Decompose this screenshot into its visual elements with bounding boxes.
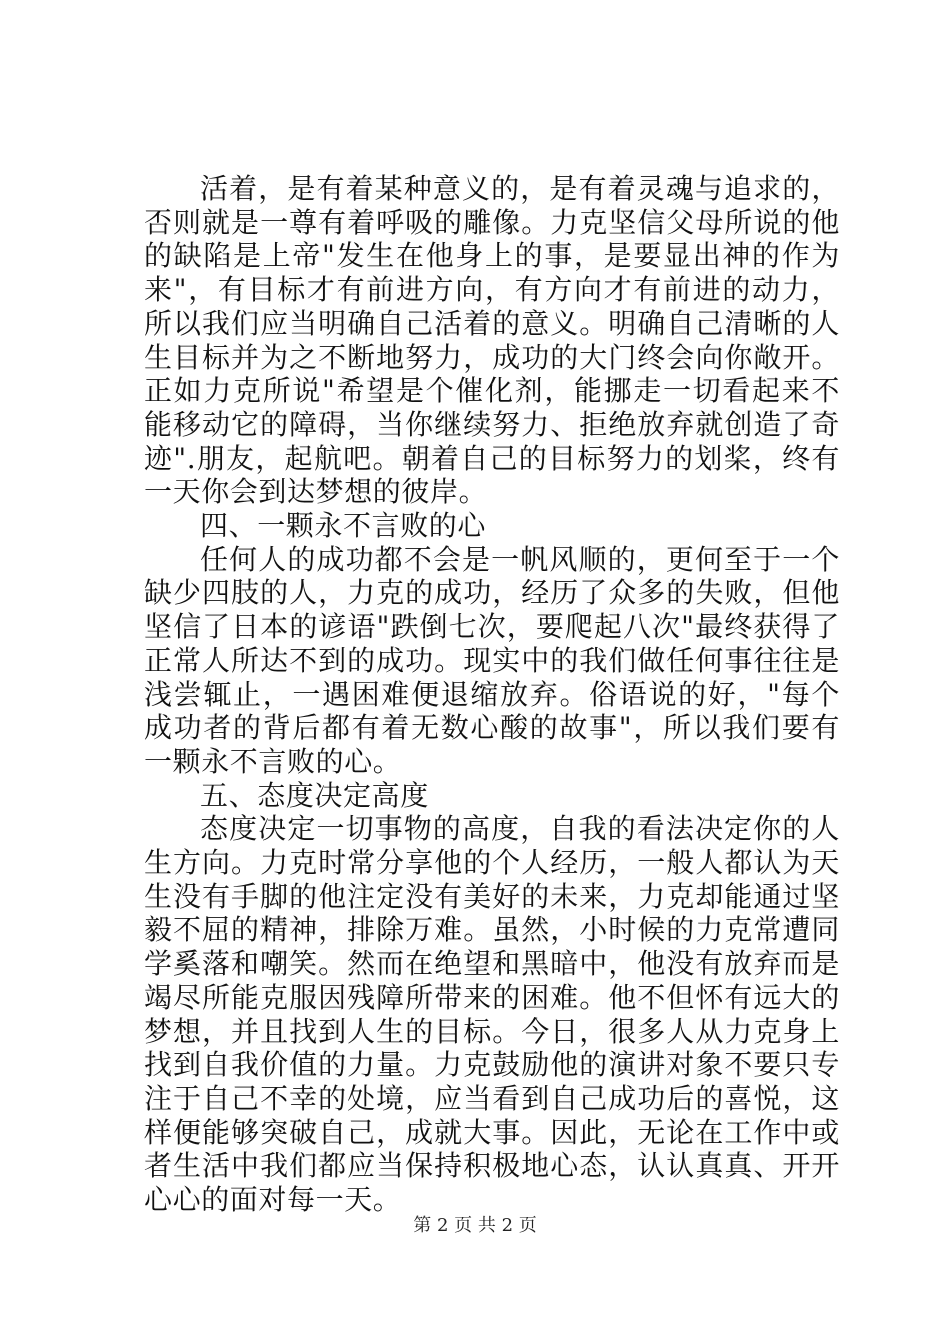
page-footer <box>0 1215 950 1237</box>
page-number-label: 第 2 页 共 2 页 <box>413 1215 537 1236</box>
section-heading-4: 四、一颗永不言败的心 <box>200 509 487 543</box>
paragraph-1: 活着，是有着某种意义的，是有着灵魂与追求的，否则就是一尊有着呼吸的雕像。力克坚信父母所说的他的缺陷是上帝"发生在他身上的事，是要显出神的作为来"，有目标才有前进方向，有方向才有前进的动力，所以我们应当明确自己活着的意义。明确自己清晰的人生目标并为之不断地努力，成功的大门终会向你敞开。正如力克所说"希望是个催化剂，能挪走一切看起来不能移动它的障碍，当你继续努力、拒绝放弃就创造了奇迹".朋友，起航吧。朝着自己的目标努力的划桨，终有一天你会到达梦想的彼岸。 <box>144 172 840 509</box>
section-heading-5: 五、态度决定高度 <box>200 778 429 812</box>
paragraph-3: 态度决定一切事物的高度，自我的看法决定你的人生方向。力克时常分享他的个人经历，一般人都认为天生没有手脚的他注定没有美好的未来，力克却能通过坚毅不屈的精神，排除万难。虽然，小时候的力克常遭同学奚落和嘲笑。然而在绝望和黑暗中，他没有放弃而是竭尽所能克服因残障所带来的困难。他不但怀有远大的梦想，并且找到人生的目标。今日，很多人从力克身上找到自我价值的力量。力克鼓励他的演讲对象不要只专注于自己不幸的处境，应当看到自己成功后的喜悦，这样便能够突破自己，成就大事。因此，无论在工作中或者生活中我们都应当保持积极地心态，认认真真、开开心心的面对每一天。 <box>144 812 840 1217</box>
paragraph-2: 任何人的成功都不会是一帆风顺的，更何至于一个缺少四肢的人，力克的成功，经历了众多的失败，但他坚信了日本的谚语"跌倒七次，要爬起八次"最终获得了正常人所达不到的成功。现实中的我们做任何事往往是浅尝辄止，一遇困难便退缩放弃。俗语说的好，"每个成功者的背后都有着无数心酸的故事"，所以我们要有一颗永不言败的心。 <box>144 542 840 778</box>
document-body <box>144 172 840 1217</box>
